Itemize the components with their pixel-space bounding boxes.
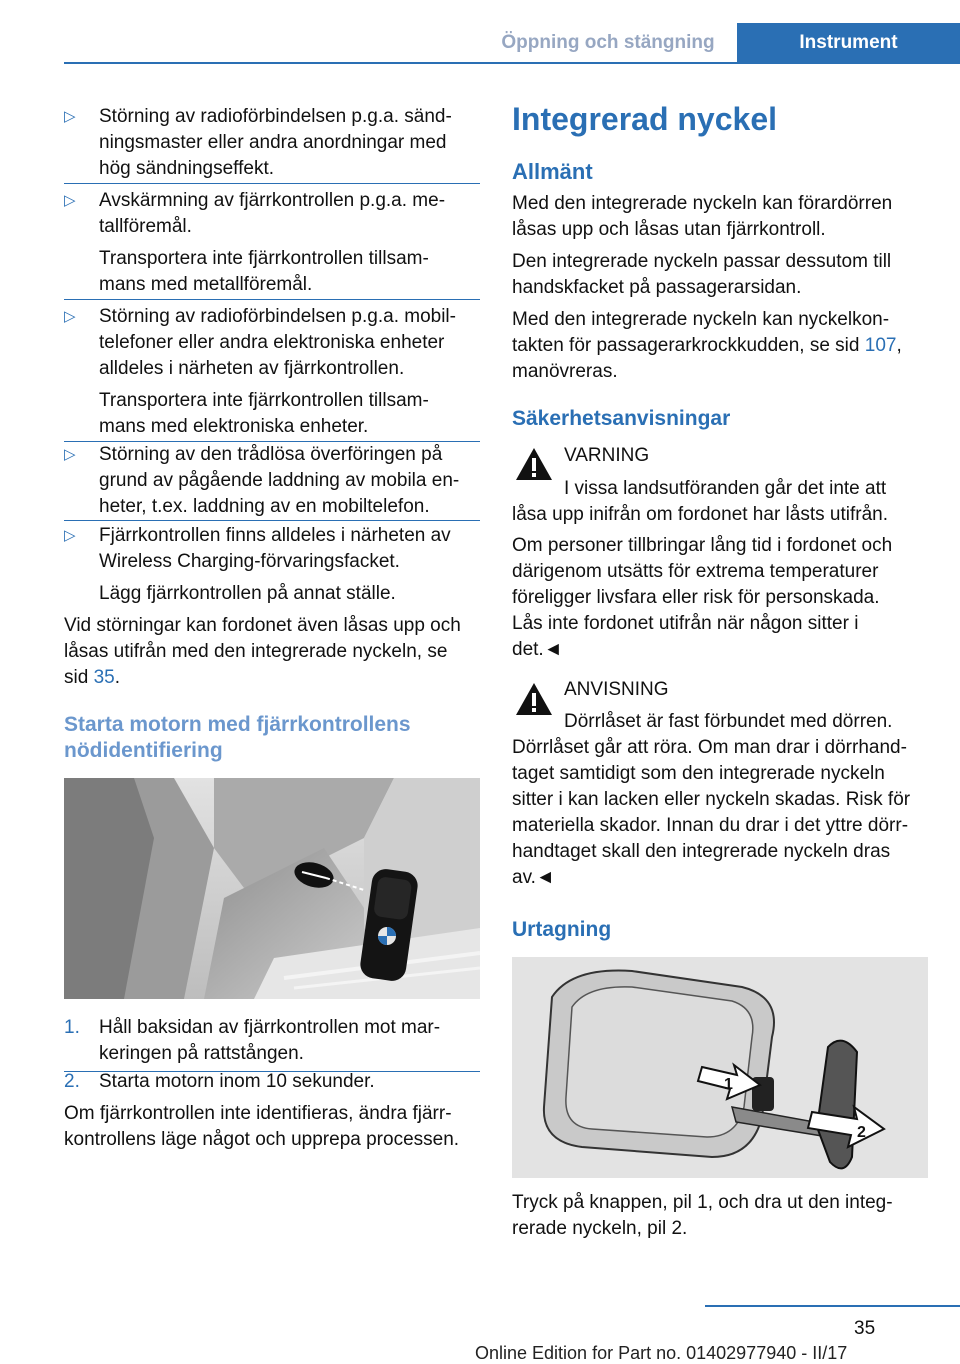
warning-text-line: I vissa landsutföranden går det inte att [564,478,887,499]
text-span: . [114,667,120,688]
divider [64,520,480,521]
text-span: , [896,335,902,356]
text-line: Starta motorn inom 10 sekunder. [99,1071,375,1092]
steering-column-image [64,778,480,999]
text-line: alldeles i närheten av fjärrkontrollen. [99,358,405,379]
text-line [512,333,932,359]
text-line: låsas upp och låsas utan fjärrkontroll. [512,219,826,240]
figure-label-1: 1 [724,1076,733,1093]
bullet-marker: ▷ [64,308,76,325]
text-line: Lägg fjärrkontrollen på annat ställe. [99,583,396,604]
section-heading: Urtagning [512,918,612,941]
divider [64,299,480,300]
text-line: tallföremål. [99,216,192,237]
text-line: föreligger livsfara eller risk för personskada. [512,587,880,608]
warning-label: VARNING [564,445,650,466]
text-line: därigenom utsätts för extrema temperaturer [512,561,879,582]
text-span: sid [64,667,94,688]
paragraph [512,533,932,663]
edition-footer: Online Edition for Part no. 01402977940 - II/17 [475,1343,848,1363]
section-tab: Öppning och stängning [501,32,715,53]
text-line: sitter i kan lacken eller nyckeln skadas. Risk för [512,789,911,810]
page-link[interactable]: 35 [93,667,115,688]
text-line: Fjärrkontrollen finns alldeles i närheten av [99,525,451,546]
text-line: mans med metallföremål. [99,274,313,295]
paragraph [64,1101,484,1153]
warning-icon [514,446,554,482]
bullet-marker: ▷ [64,192,76,209]
paragraph [512,735,942,891]
paragraph [512,307,932,385]
subheading: Allmänt [512,159,593,184]
notice-icon [514,681,554,717]
text-line: rerade nyckeln, pil 2. [512,1218,688,1239]
paragraph [512,249,932,301]
footer-rule [705,1305,960,1307]
text-line: Transportera inte fjärrkontrollen tillsam- [99,390,429,411]
text-line: Den integrerade nyckeln passar dessutom till [512,251,892,272]
page-number: 35 [854,1318,876,1339]
step-number: 2. [64,1071,80,1092]
paragraph [512,191,932,243]
text-span: takten för passagerarkrockkudden, se sid [512,335,865,356]
warning-text-line: låsa upp inifrån om fordonet har låsts utifrån. [512,504,888,525]
text-line: Störning av radioförbindelsen p.g.a. mobil- [99,306,456,327]
text-line: Håll baksidan av fjärrkontrollen mot mar- [99,1017,441,1038]
list-item [99,1069,489,1095]
notice-text-line: Dörrlåset är fast förbundet med dörren. [564,711,893,732]
header-rule [64,62,960,64]
key-removal-illustration [512,957,928,1178]
notice-label: ANVISNING [564,679,669,700]
list-item [99,1015,489,1067]
list-number [64,1015,80,1041]
bullet-marker: ▷ [64,527,76,544]
text-line: Med den integrerade nyckeln kan nyckelkon- [512,309,890,330]
text-line: ningsmaster eller andra anordningar med [99,132,447,153]
text-line: av.◄ [512,867,555,888]
text-line: Lås inte fordonet utifrån när någon sitter i [512,613,859,634]
text-line: Tryck på knappen, pil 1, och dra ut den integ- [512,1192,893,1213]
step-number: 1. [64,1017,80,1038]
text-line: Avskärmning av fjärrkontrollen p.g.a. me- [99,190,446,211]
text-line: Med den integrerade nyckeln kan förardörren [512,193,893,214]
text-line: kontrollens läge något och upprepa processen. [64,1129,460,1150]
text-line: mans med elektroniska enheter. [99,416,369,437]
bullet-marker: ▷ [64,446,76,463]
chapter-tab: Instrument [737,23,960,63]
steering-column-illustration [64,778,480,999]
text-line: Störning av den trådlösa överföringen på [99,444,443,465]
page-link[interactable]: 107 [864,335,897,356]
text-line: Transportera inte fjärrkontrollen tillsam- [99,248,429,269]
figure-label-2: 2 [857,1124,866,1141]
list-number [64,1069,80,1095]
text-line: låsas utifrån med den integrerade nyckeln, se [64,641,448,662]
text-line: keringen på rattstången. [99,1043,304,1064]
text-line: handtaget skall den integrerade nyckeln dras [512,841,891,862]
figure-caption [512,1190,932,1242]
text-line: hög sändningseffekt. [99,158,275,179]
page-title: Integrerad nyckel [512,101,777,137]
text-line: Om personer tillbringar lång tid i fordonet och [512,535,893,556]
text-line: Dörrlåset går att röra. Om man drar i dörrhand- [512,737,907,758]
text-line: det.◄ [512,639,563,660]
text-line: Vid störningar kan fordonet även låsas upp och [64,615,461,636]
heading-line: Starta motorn med fjärrkontrollens [64,713,411,736]
bullet-marker: ▷ [64,108,76,125]
key-removal-image [512,957,928,1178]
text-line: Wireless Charging-förvaringsfacket. [99,551,400,572]
text-line: handskfacket på passagerarsidan. [512,277,802,298]
section-heading: Säkerhetsanvisningar [512,407,731,430]
section-heading [64,712,484,764]
text-line: materiella skador. Innan du drar i det yttre dörr- [512,815,909,836]
text-line: Om fjärrkontrollen inte identifieras, ändra fjärr- [64,1103,452,1124]
paragraph [64,613,484,691]
text-line: grund av pågående laddning av mobila en- [99,470,460,491]
heading-line: nödidentifiering [64,739,223,762]
text-line: taget samtidigt som den integrerade nyckeln [512,763,885,784]
text-line: Störning av radioförbindelsen p.g.a. sänd- [99,106,452,127]
divider [64,183,480,184]
text-line: heter, t.ex. laddning av en mobiltelefon. [99,496,430,517]
text-line: manövreras. [512,361,618,382]
text-line: telefoner eller andra elektroniska enheter [99,332,445,353]
text-line [64,665,484,691]
